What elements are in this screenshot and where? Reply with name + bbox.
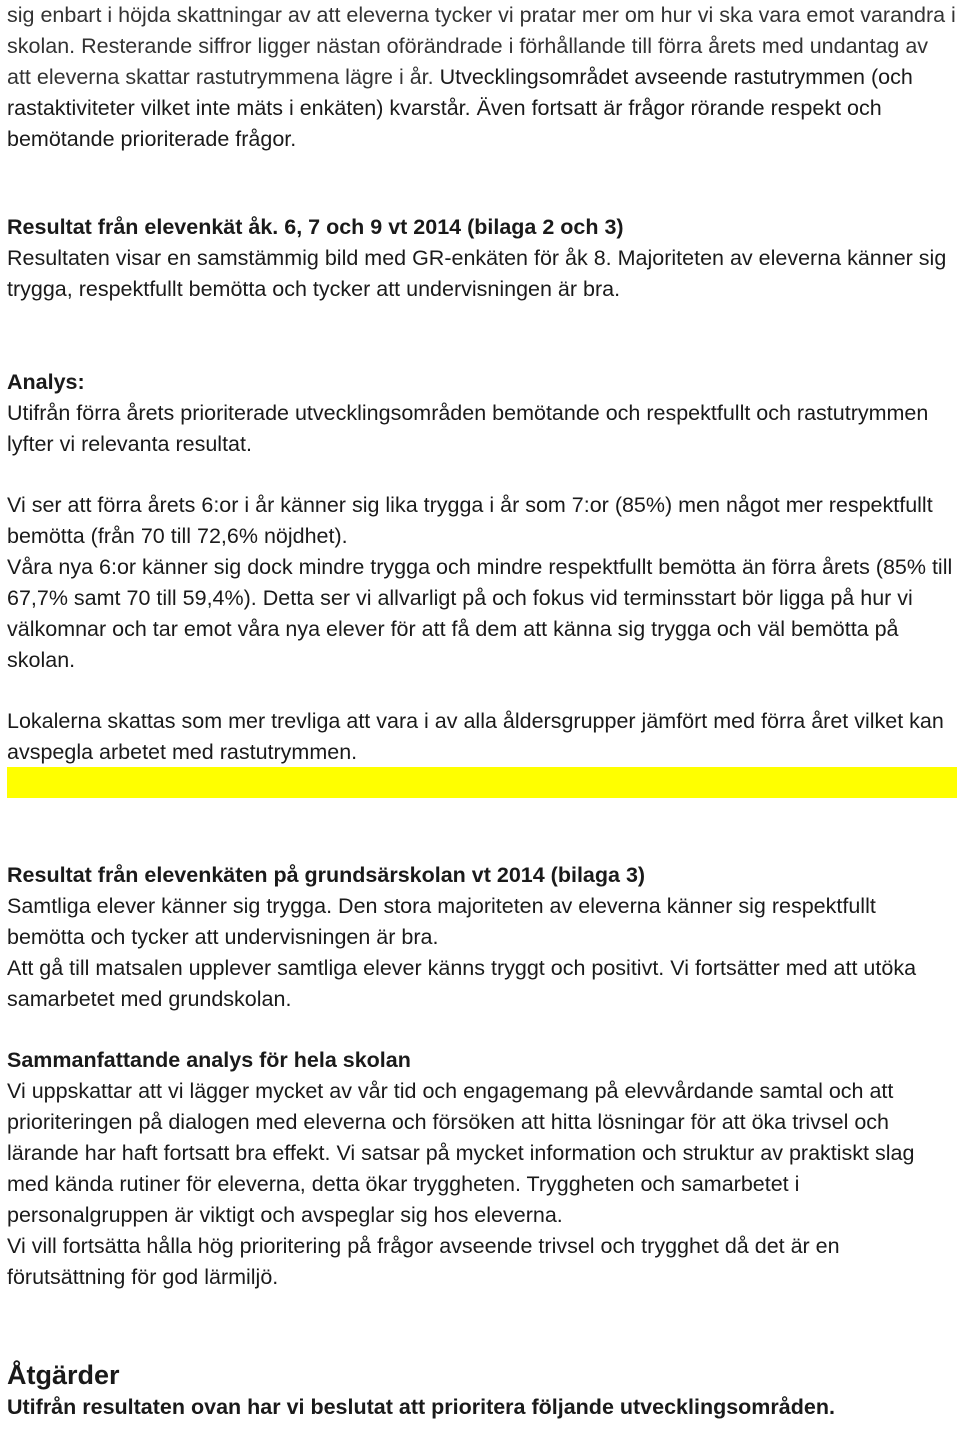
grundsar-p2 <box>7 953 957 1015</box>
grundsar-p2a: Att gå till matsalen upplever samtliga elever känns tryggt och positivt. <box>7 956 665 980</box>
grundsar-p1a: Samtliga elever känner sig trygga. <box>7 894 333 918</box>
analys-p1: Utifrån förra årets prioriterade utvecklingsområden bemötande och respektfullt och rastutrymmen lyfter vi relevanta resultat. <box>7 401 929 456</box>
atgarder-heading: Åtgärder <box>7 1360 120 1390</box>
analys-p3 <box>7 552 957 676</box>
grundsar-section <box>7 860 957 1015</box>
sammanfattning-p1b: Vi satsar på mycket information och struktur av praktiskt slag med kända rutiner för eleverna, detta ökar tryggheten. <box>7 1141 915 1196</box>
sammanfattning-p1a: Vi uppskattar att vi lägger mycket av vår tid och engagemang på elevvårdande samtal och att prioriteringen på dialogen med eleverna och försöken att hitta lösningar för att öka trivsel och lärande har haft fortsatt bra effekt. <box>7 1079 894 1165</box>
sammanfattning-p1 <box>7 1076 957 1231</box>
grundsar-p1b: Den stora majoriteten av eleverna känner sig respektfullt bemötta och tycker att undervisningen är bra. <box>7 894 876 949</box>
analys-p4: Lokalerna skattas som mer trevliga att vara i av alla åldersgrupper jämfört med förra året vilket kan avspegla arbetet med rastutrymmen. <box>7 709 944 764</box>
analys-continued <box>7 490 957 676</box>
sammanfattning-p1c: Tryggheten och samarbetet i personalgruppen är viktigt och avspeglar sig hos eleverna. <box>7 1172 800 1227</box>
highlight-bar <box>7 767 957 798</box>
intro-paragraph <box>7 0 957 155</box>
grundsar-p2b: Vi fortsätter med att utöka samarbetet med grundskolan. <box>7 956 917 1011</box>
grundsar-heading: Resultat från elevenkäten på grundsärskolan vt 2014 (bilaga 3) <box>7 863 646 887</box>
elevenkat-heading: Resultat från elevenkät åk. 6, 7 och 9 vt 2014 (bilaga 2 och 3) <box>7 215 624 239</box>
elevenkat-body <box>7 243 957 305</box>
analys-p2: Vi ser att förra årets 6:or i år känner sig lika trygga i år som 7:or (85%) men något mer respektfullt bemötta (från 70 till 72,6% nöjdhet). <box>7 493 933 548</box>
atgarder-section <box>7 1358 957 1423</box>
intro-text-1: sig enbart i höjda skattningar av att eleverna tycker vi pratar mer om hur vi ska vara emot varandra i skolan. Resterande siffror ligger nästan oförändrade i förhållande till förra årets med undantag av att eleverna skattar rastutrymmena lägre i år. <box>7 3 956 89</box>
analys-p3a: Våra nya 6:or känner sig dock mindre trygga och mindre respektfullt bemötta än förra årets (85% till 67,7% samt 70 till 59,4%). <box>7 555 953 610</box>
analys-p3b: Detta ser vi allvarligt på och fokus vid terminsstart bör ligga på hur vi välkomnar och tar emot våra nya elever för att få dem att känna sig trygga och väl bemötta på skolan. <box>7 586 913 672</box>
intro-text-2: Utvecklingsområdet avseende rastutrymmen (och rastaktiviteter vilket inte mäts i enkäten) kvarstår. Även fortsatt är frågor rörande respekt och bemötande prioriterade frågor. <box>7 65 913 151</box>
atgarder-subheading: Utifrån resultaten ovan har vi beslutat att prioritera följande utvecklingsområden. <box>7 1395 835 1419</box>
sammanfattning-heading: Sammanfattande analys för hela skolan <box>7 1048 411 1072</box>
sammanfattning-p2: Vi vill fortsätta hålla hög prioritering på frågor avseende trivsel och trygghet då det är en förutsättning för god lärmiljö. <box>7 1234 840 1289</box>
elevenkat-body-b: Majoriteten av eleverna känner sig trygga, respektfullt bemötta och tycker att undervisningen är bra. <box>7 246 947 301</box>
elevenkat-body-a: Resultaten visar en samstämmig bild med GR-enkäten för åk 8. <box>7 246 612 270</box>
analys-heading: Analys: <box>7 370 85 394</box>
elevenkat-section <box>7 212 957 305</box>
analys-section <box>7 367 957 460</box>
grundsar-p1 <box>7 891 957 953</box>
sammanfattning-section <box>7 1045 957 1293</box>
